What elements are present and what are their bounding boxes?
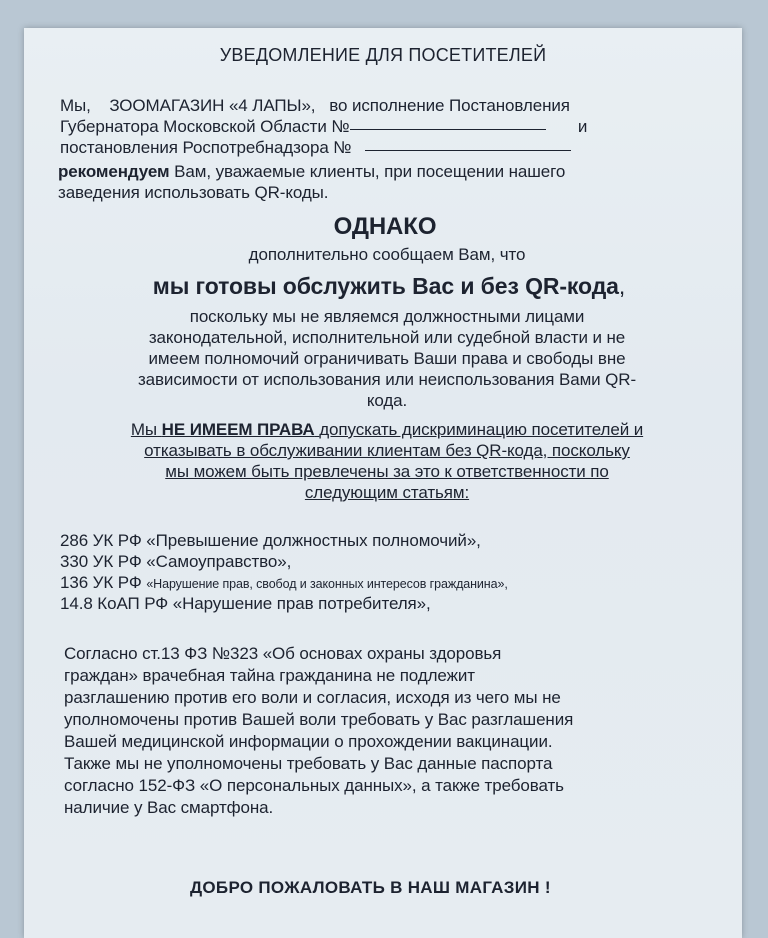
- text-fragment: постановления Роспотребнадзора №: [60, 138, 352, 157]
- welcome-text: ДОБРО ПОЖАЛОВАТЬ В НАШ МАГАЗИН !: [190, 878, 551, 897]
- paragraph-line: [58, 162, 565, 182]
- paragraph-line: поскольку мы не являемся должностными лицами: [189, 307, 585, 326]
- paragraph-line: дополнительно сообщаем Вам, что: [248, 245, 526, 264]
- paragraph-line: имеем полномочий ограничивать Ваши права и свободы вне: [148, 349, 626, 368]
- blank-line: [350, 129, 546, 130]
- paragraph-line: законодательной, исполнительной или судебной власти и не: [148, 328, 626, 347]
- text-fragment: ,: [618, 273, 626, 299]
- paragraph-line: согласно 152-ФЗ «О персональных данных», а также требовать: [64, 776, 564, 795]
- notice-title: УВЕДОМЛЕНИЕ ДЛЯ ПОСЕТИТЕЛЕЙ: [219, 45, 547, 65]
- bold-phrase: НЕ ИМЕЕМ ПРАВА: [161, 420, 315, 439]
- paragraph-line: Согласно ст.13 ФЗ №323 «Об основах охраны здоровья: [64, 644, 502, 663]
- paragraph-line: Также мы не уполномочены требовать у Вас данные паспорта: [64, 754, 553, 773]
- text-fragment: и: [577, 117, 588, 136]
- blank-line: [365, 150, 571, 151]
- paragraph-line: зависимости от использования или неиспользования Вами QR-: [137, 370, 637, 389]
- article-item: [60, 573, 508, 594]
- paragraph-line: кода.: [366, 391, 408, 410]
- store-name: ЗООМАГАЗИН «4 ЛАПЫ»,: [109, 96, 316, 115]
- however-heading: ОДНАКО: [333, 213, 437, 240]
- small-text: «Нарушение прав, свобод и законных интересов гражданина»,: [146, 577, 508, 591]
- paragraph-line: [60, 117, 587, 137]
- paragraph-line: мы можем быть превлечены за это к ответственности по: [165, 462, 609, 481]
- paragraph-line: разглашению против его воли и согласия, исходя из чего мы не: [64, 688, 561, 707]
- text-fragment: Мы,: [60, 96, 91, 115]
- text-fragment: во исполнение Постановления: [329, 96, 570, 115]
- paragraph-line: Вашей медицинской информации о прохождении вакцинации.: [64, 732, 553, 751]
- text-fragment: Вам, уважаемые клиенты, при посещении нашего: [174, 162, 566, 181]
- paragraph-line: заведения использовать QR-коды.: [58, 183, 329, 202]
- article-item: 330 УК РФ «Самоуправство»,: [60, 552, 292, 571]
- paragraph-line: уполномочены против Вашей воли требовать у Вас разглашения: [64, 710, 574, 729]
- text-fragment: Мы: [130, 420, 158, 439]
- paragraph-line: [60, 138, 571, 158]
- article-item: 14.8 КоАП РФ «Нарушение прав потребителя»,: [60, 594, 431, 613]
- paragraph-line: отказывать в обслуживании клиентам без QR-кода, поскольку: [144, 441, 630, 460]
- ready-heading: [30, 272, 748, 300]
- ready-text: мы готовы обслужить Вас и без QR-кода: [152, 273, 619, 299]
- paragraph-line: наличие у Вас смартфона.: [64, 798, 274, 817]
- paragraph-line: [28, 420, 746, 440]
- notice-sheet: [24, 28, 742, 938]
- bold-word: рекомендуем: [58, 162, 170, 181]
- text-fragment: Губернатора Московской Области №: [60, 117, 350, 136]
- paragraph-line: следующим статьям:: [304, 483, 470, 502]
- paragraph-line: [60, 96, 570, 116]
- article-item: 286 УК РФ «Превышение должностных полномочий»,: [60, 531, 481, 550]
- text-fragment: допускать дискриминацию посетителей и: [319, 420, 644, 439]
- text-fragment: 136 УК РФ: [60, 573, 142, 592]
- paragraph-line: граждан» врачебная тайна гражданина не подлежит: [64, 666, 475, 685]
